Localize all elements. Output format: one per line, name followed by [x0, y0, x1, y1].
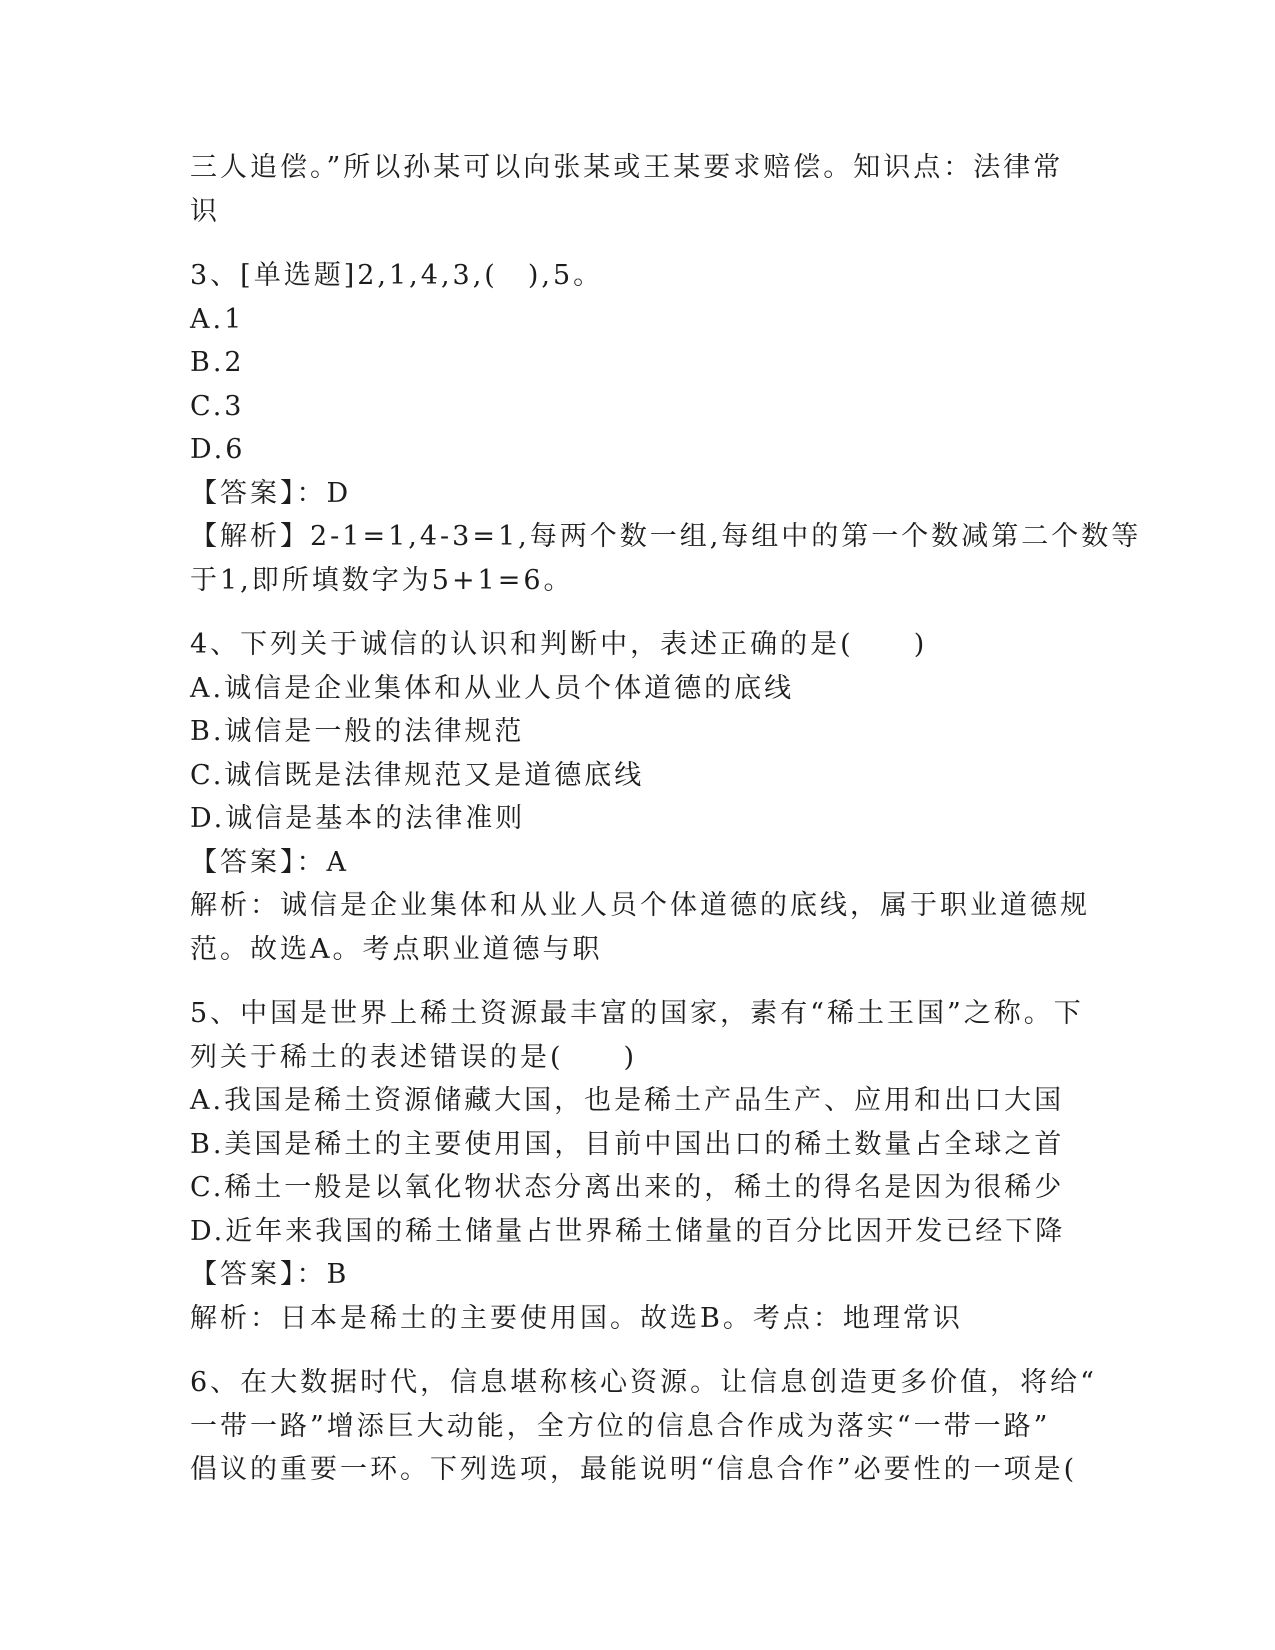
- document-body: [190, 146, 1142, 1492]
- analysis-line: 解析：诚信是企业集体和从业人员个体道德的底线，属于职业道德规: [190, 890, 1090, 921]
- option-d: D.诚信是基本的法律准则: [190, 803, 526, 834]
- option-d: D.近年来我国的稀土储量占世界稀土储量的百分比因开发已经下降: [190, 1215, 1066, 1247]
- carryover-paragraph: [190, 146, 1090, 233]
- option-a: A.1: [190, 303, 245, 335]
- analysis-line: 解析：日本是稀土的主要使用国。故选B。考点：地理常识: [190, 1302, 963, 1334]
- question-5: [190, 992, 1090, 1340]
- option-a: A.我国是稀土资源储藏大国，也是稀土产品生产、应用和出口大国: [190, 1085, 1065, 1116]
- question-stem: 列关于稀土的表述错误的是( ): [190, 1041, 638, 1073]
- answer-line: 【答案】：B: [190, 1259, 350, 1290]
- question-stem: 3、[单选题]2,1,4,3,( ),5。: [190, 260, 604, 291]
- option-b: B.2: [190, 347, 245, 378]
- question-3: [190, 254, 1142, 602]
- option-b: B.诚信是一般的法律规范: [190, 716, 525, 747]
- option-c: C.诚信既是法律规范又是道德底线: [190, 759, 645, 791]
- question-4: [190, 623, 1090, 971]
- option-c: C.稀土一般是以氧化物状态分离出来的，稀土的得名是因为很稀少: [190, 1172, 1065, 1203]
- question-stem: 4、下列关于诚信的认识和判断中，表述正确的是( ): [190, 629, 928, 660]
- analysis-line: 于1,即所填数字为5+1=6。: [190, 564, 574, 596]
- question-stem: 6、在大数据时代，信息堪称核心资源。让信息创造更多价值，将给“: [190, 1367, 1097, 1398]
- analysis-line: 【解析】2-1=1,4-3=1,每两个数一组,每组中的第一个数减第二个数等: [190, 521, 1142, 552]
- question-6: [190, 1361, 1097, 1492]
- option-b: B.美国是稀土的主要使用国，目前中国出口的稀土数量占全球之首: [190, 1128, 1065, 1160]
- carryover-line: 三人追偿。”所以孙某可以向张某或王某要求赔偿。知识点：法律常: [190, 152, 1064, 183]
- question-stem: 倡议的重要一环。下列选项，最能说明“信息合作”必要性的一项是(: [190, 1454, 1078, 1485]
- answer-line: 【答案】：A: [190, 846, 349, 878]
- answer-line: 【答案】：D: [190, 477, 352, 509]
- option-c: C.3: [190, 390, 245, 422]
- option-a: A.诚信是企业集体和从业人员个体道德的底线: [190, 672, 795, 704]
- carryover-line: 识: [190, 195, 220, 227]
- question-stem: 一带一路”增添巨大动能，全方位的信息合作成为落实“一带一路”: [190, 1410, 1051, 1442]
- question-stem: 5、中国是世界上稀土资源最丰富的国家，素有“稀土王国”之称。下: [190, 998, 1084, 1029]
- option-d: D.6: [190, 434, 246, 465]
- analysis-line: 范。故选A。考点职业道德与职: [190, 933, 603, 965]
